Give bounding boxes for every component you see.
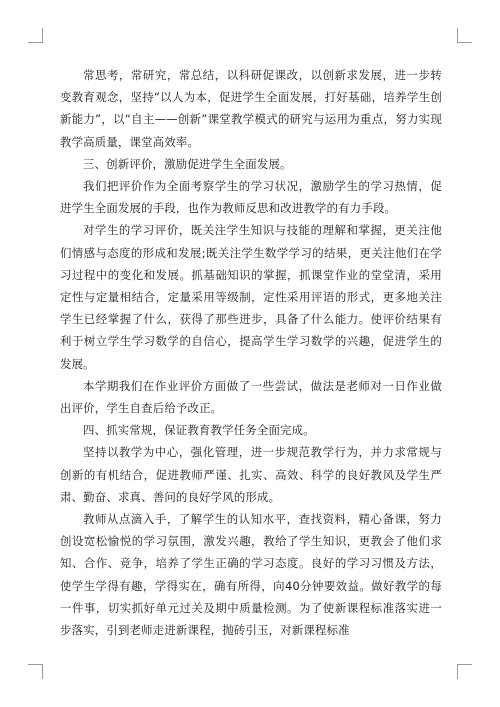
crop-mark-top-left — [28, 28, 43, 43]
crop-mark-bottom-right — [457, 664, 472, 679]
paragraph-4: 本学期我们在作业评价方面做了一些尝试，做法是老师对一日作业做出评价，学生自查后给予改正。 — [60, 378, 442, 416]
crop-mark-bottom-left — [28, 664, 43, 679]
section-heading-4: 四、抓实常规，保证教育教学任务全面完成。 — [83, 423, 315, 438]
section-heading-3: 三、创新评价，激励促进学生全面发展。 — [83, 156, 292, 171]
paragraph-5: 坚持以教学为中心，强化管理，进一步规范教学行为，并力求常规与创新的有机结合，促进教师严谨、扎实、高效、科学的良好教风及学生严肃、勤奋、求真、善问的良好学风的形成。 — [60, 445, 442, 504]
paragraph-2: 我们把评价作为全面考察学生的学习状况，激励学生的学习热情，促进学生全面发展的手段，也作为教师反思和改进教学的有力手段。 — [60, 179, 442, 216]
paragraph-1: 常思考，常研究，常总结，以科研促课改，以创新求发展，进一步转变教育观念，坚持“以人为本，促进学生全面发展，打好基础，培养学生创新能力”，以“自主——创新”课堂教学模式的研究与运用为重点，努力实现教学高质量，课堂高效率。 — [60, 68, 442, 149]
paragraph-3: 对学生的学习评价，既关注学生知识与技能的理解和掌握，更关注他们情感与态度的形成和发展;既关注学生数学学习的结果，更关注他们在学习过程中的变化和发展。抓基础知识的掌握，抓课堂作业的堂堂清，采用定性与定量相结合，定量采用等级制，定性采用评语的形式，更多地关注学生已经掌握了什么，获得了那些进步，具备了什么能力。使评价结果有利于树立学生学习数学的自信心，提高学生学习数学的兴趣，促进学生的发展。 — [60, 223, 442, 371]
document-body — [60, 64, 442, 641]
crop-mark-top-right — [457, 28, 472, 43]
paragraph-6: 教师从点滴入手，了解学生的认知水平，查找资料，精心备课，努力创设宽松愉悦的学习氛围，激发兴趣，教给了学生知识，更教会了他们求知、合作、竞争，培养了学生正确的学习态度。良好的学习习惯及方法，使学生学得有趣，学得实在，确有所得，向40分钟要效益。做好教学的每一件事，切实抓好单元过关及期中质量检测。为了使新课程标准落实进一步落实，引到老师走进新课程，抛砖引玉，对新课程标准 — [60, 512, 442, 638]
